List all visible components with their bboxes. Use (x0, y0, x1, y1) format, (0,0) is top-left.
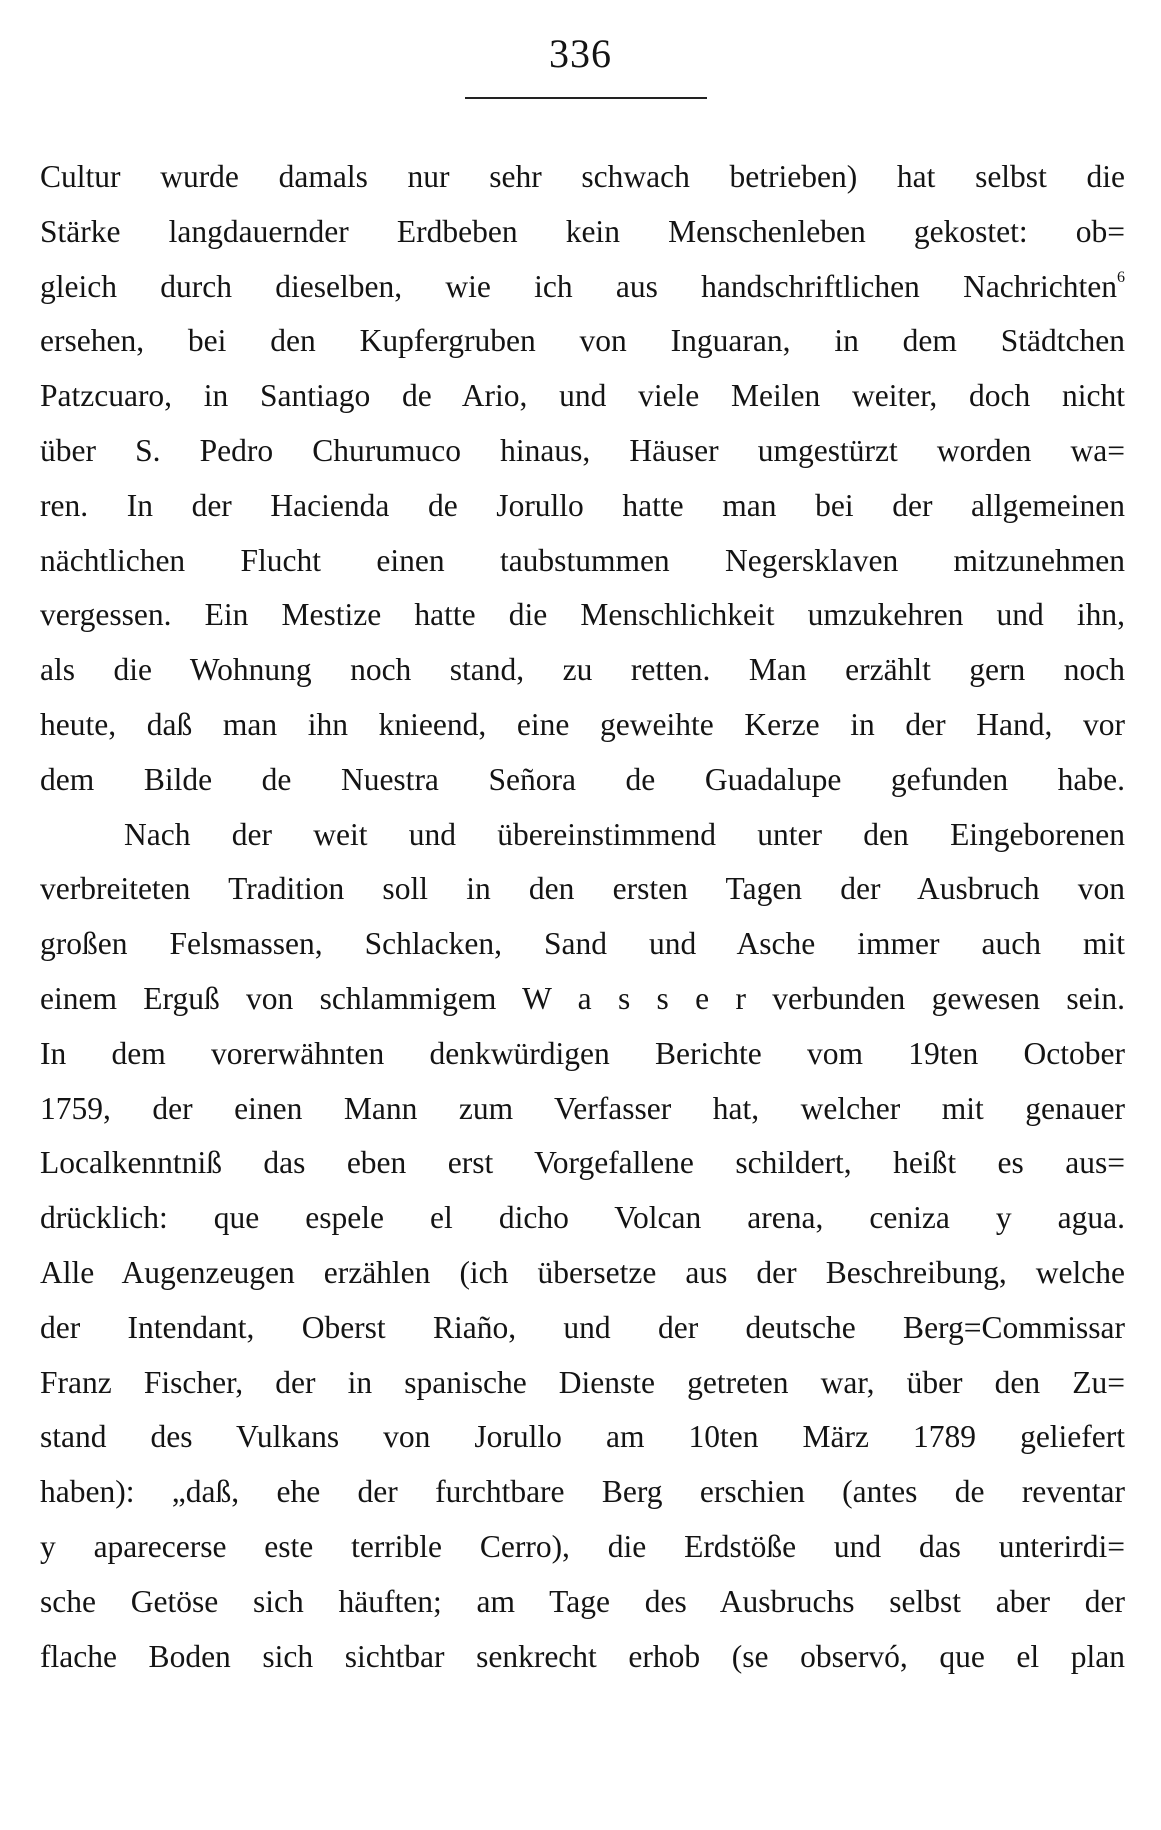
paragraph-last-line: dem Bilde de Nuestra Señora de Guadalupe gefunden habe. (40, 761, 1125, 797)
text-line (40, 260, 1125, 315)
text-line: über S. Pedro Churumuco hinaus, Häuser umgestürzt worden wa= (40, 432, 1125, 468)
text-line-content: gleich durch dieselben, wie ich aus handschriftlichen Nachrichten (40, 268, 1117, 304)
body-text (40, 150, 1125, 1684)
text-line: ersehen, bei den Kupfergruben von Inguaran, in dem Städtchen (40, 323, 1125, 359)
text-line: Patzcuaro, in Santiago de Ario, und viele Meilen weiter, doch nicht (40, 378, 1125, 414)
text-line: verbreiteten Tradition soll in den ersten Tagen der Ausbruch von (40, 871, 1125, 907)
text-line: ren. In der Hacienda de Jorullo hatte man bei der allgemeinen (40, 487, 1125, 523)
text-line: als die Wohnung noch stand, zu retten. Man erzählt gern noch (40, 652, 1125, 688)
text-line: heute, daß man ihn knieend, eine geweihte Kerze in der Hand, vor (40, 706, 1125, 742)
header-rule (465, 97, 707, 99)
text-line: stand des Vulkans von Jorullo am 10ten März 1789 geliefert (40, 1419, 1125, 1455)
text-line: der Intendant, Oberst Riaño, und der deutsche Berg=Commissar (40, 1309, 1125, 1345)
paragraph-first-line: Nach der weit und übereinstimmend unter den Eingeborenen (124, 816, 1125, 852)
text-line: sche Getöse sich häuften; am Tage des Ausbruchs selbst aber der (40, 1583, 1125, 1619)
text-line: In dem vorerwähnten denkwürdigen Berichte vom 19ten October (40, 1035, 1125, 1071)
text-line: Stärke langdauernder Erdbeben kein Menschenleben gekostet: ob= (40, 213, 1125, 249)
text-line: Alle Augenzeugen erzählen (ich übersetze aus der Beschreibung, welche (40, 1254, 1125, 1290)
text-line: drücklich: que espele el dicho Volcan arena, ceniza y agua. (40, 1200, 1125, 1236)
text-line: 1759, der einen Mann zum Verfasser hat, welcher mit genauer (40, 1090, 1125, 1126)
page-number: 336 (549, 31, 612, 76)
text-line: Cultur wurde damals nur sehr schwach betrieben) hat selbst die (40, 159, 1125, 194)
text-line: flache Boden sich sichtbar senkrecht erhob (se observó, que el plan (40, 1638, 1125, 1674)
text-line: einem Erguß von schlammigem W a s s e r verbunden gewesen sein. (40, 980, 1125, 1016)
footnote-marker: 6 (1117, 268, 1125, 286)
text-line: y aparecerse este terrible Cerro), die Erdstöße und das unterirdi= (40, 1528, 1125, 1564)
text-line: haben): „daß, ehe der furchtbare Berg erschien (antes de reventar (40, 1474, 1125, 1510)
text-line: Localkenntniß das eben erst Vorgefallene schildert, heißt es aus= (40, 1145, 1125, 1181)
text-line: nächtlichen Flucht einen taubstummen Negersklaven mitzunehmen (40, 542, 1125, 578)
text-line: Franz Fischer, der in spanische Dienste getreten war, über den Zu= (40, 1364, 1125, 1400)
text-line: vergessen. Ein Mestize hatte die Menschlichkeit umzukehren und ihn, (40, 597, 1125, 633)
text-line: großen Felsmassen, Schlacken, Sand und Asche immer auch mit (40, 926, 1125, 962)
